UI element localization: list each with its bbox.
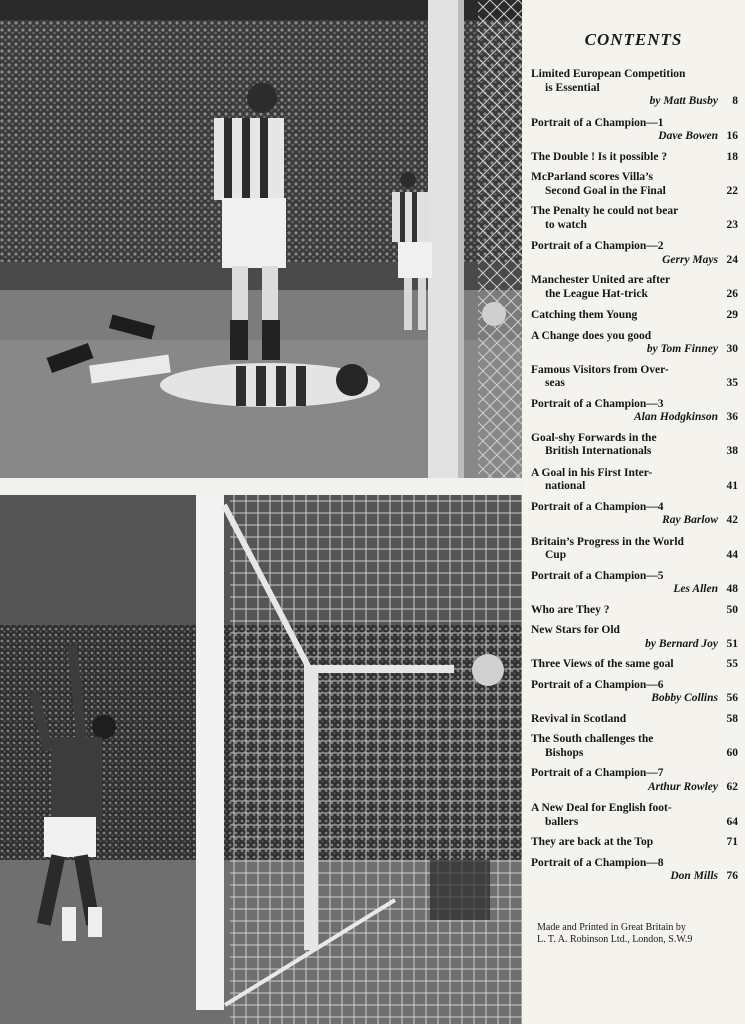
toc-entry-page-number: 42	[726, 514, 738, 526]
toc-entry-title: the League Hat-trick	[545, 287, 648, 300]
toc-entry-page-number: 22	[726, 184, 738, 197]
toc-entry-page-number: 35	[726, 377, 738, 389]
toc-entry	[531, 240, 738, 267]
toc-entry-title: Portrait of a Champion—1	[531, 116, 664, 129]
toc-entry	[531, 570, 738, 597]
toc-entry-page-number: 23	[726, 218, 738, 231]
contents-heading: CONTENTS	[584, 30, 683, 49]
toc-entry-page-number: 56	[726, 692, 738, 704]
toc-entry-page-number: 16	[726, 130, 738, 142]
printer-credit-line-1: Made and Printed in Great Britain by	[537, 922, 686, 933]
toc-entry	[531, 467, 738, 494]
toc-entry-title: Portrait of a Champion—3	[531, 397, 664, 410]
toc-entry-author: Arthur Rowley	[648, 780, 718, 793]
toc-entry	[531, 604, 738, 618]
toc-entry-title: Cup	[545, 549, 567, 561]
toc-entry	[531, 274, 738, 301]
toc-entry-title: Portrait of a Champion—7	[531, 767, 664, 779]
toc-entry-page-number: 60	[726, 746, 738, 759]
toc-entry-title: Bishops	[545, 746, 584, 759]
toc-entry-title: A Change does you good	[531, 329, 652, 342]
toc-entry	[531, 857, 738, 884]
toc-entry-page-number: 18	[726, 150, 738, 163]
toc-entry-title: ballers	[545, 815, 579, 828]
toc-entry-page-number: 29	[726, 309, 738, 321]
toc-entry	[531, 205, 738, 232]
toc-entry-title: Portrait of a Champion—6	[531, 678, 664, 691]
toc-entry	[531, 733, 738, 760]
toc-entry-title: The Double ! Is it possible ?	[531, 150, 668, 163]
toc-entry-title: Who are They ?	[531, 603, 610, 616]
top-football-photo	[0, 0, 522, 478]
toc-entry	[531, 151, 738, 165]
toc-entry-page-number: 76	[726, 870, 738, 882]
toc-entry-page-number: 50	[726, 603, 738, 616]
contents-panel	[522, 0, 745, 1024]
toc-entry	[531, 330, 738, 357]
toc-entry-title: A New Deal for English foot-	[531, 802, 672, 814]
toc-entry	[531, 713, 738, 727]
toc-entry-title: Portrait of a Champion—8	[531, 856, 664, 869]
toc-entry-page-number: 58	[726, 712, 738, 725]
toc-entry-author: Bobby Collins	[651, 692, 718, 704]
toc-entry-title: Britain’s Progress in the World	[531, 535, 684, 548]
toc-entry-title: A Goal in his First Inter-	[531, 466, 653, 479]
toc-entry-page-number: 51	[726, 637, 738, 650]
toc-entry	[531, 364, 738, 391]
toc-entry-title: McParland scores Villa’s	[531, 171, 654, 183]
toc-entry-title: national	[545, 480, 586, 492]
table-of-contents	[531, 68, 738, 884]
toc-entry-author: Ray Barlow	[662, 514, 718, 526]
toc-entry	[531, 536, 738, 563]
toc-entry	[531, 767, 738, 794]
toc-entry-author: Don Mills	[670, 870, 718, 882]
toc-entry	[531, 679, 738, 706]
toc-entry-title: Limited European Competition	[531, 68, 686, 80]
toc-entry-page-number: 55	[726, 658, 738, 670]
toc-entry-page-number: 48	[726, 583, 738, 595]
toc-entry-author: Alan Hodgkinson	[633, 411, 718, 423]
toc-entry-page-number: 64	[726, 815, 738, 828]
toc-entry-title: British Internationals	[545, 445, 652, 457]
toc-entry-title: Famous Visitors from Over-	[531, 363, 669, 376]
toc-entry-title: Portrait of a Champion—5	[531, 569, 664, 582]
toc-entry-author: Dave Bowen	[658, 130, 718, 142]
toc-entry-page-number: 8	[732, 95, 738, 107]
toc-entry-page-number: 44	[726, 549, 738, 561]
toc-entry-page-number: 62	[726, 780, 738, 793]
toc-entry-page-number: 36	[726, 411, 738, 423]
printer-credit	[537, 922, 737, 946]
toc-entry	[531, 624, 738, 651]
toc-entry	[531, 171, 738, 198]
toc-entry-page-number: 30	[726, 343, 738, 355]
toc-entry	[531, 432, 738, 459]
toc-entry-title: Portrait of a Champion—4	[531, 500, 664, 513]
toc-entry-title: New Stars for Old	[531, 624, 620, 636]
toc-entry-title: is Essential	[545, 81, 600, 94]
toc-entry-author: by Matt Busby	[649, 95, 718, 107]
toc-entry-title: Catching them Young	[531, 309, 638, 321]
bottom-football-photo	[0, 495, 524, 1024]
toc-entry-title: to watch	[545, 218, 587, 231]
toc-entry-author: Gerry Mays	[662, 253, 718, 266]
printer-credit-line-2: L. T. A. Robinson Ltd., London, S.W.9	[537, 934, 693, 945]
toc-entry-page-number: 26	[726, 287, 738, 300]
toc-entry-page-number: 38	[726, 445, 738, 457]
toc-entry-title: They are back at the Top	[531, 836, 654, 848]
toc-entry-author: by Tom Finney	[646, 343, 718, 355]
toc-entry	[531, 836, 738, 850]
toc-entry	[531, 309, 738, 323]
toc-entry	[531, 658, 738, 672]
toc-entry-title: Revival in Scotland	[531, 712, 627, 725]
toc-entry-page-number: 41	[726, 480, 738, 492]
toc-entry	[531, 117, 738, 144]
toc-entry-title: The Penalty he could not bear	[531, 205, 679, 217]
toc-entry	[531, 68, 738, 109]
toc-entry-title: Second Goal in the Final	[545, 184, 666, 197]
toc-entry-title: Three Views of the same goal	[531, 658, 674, 670]
toc-entry-title: Goal-shy Forwards in the	[531, 431, 657, 444]
toc-entry-title: The South challenges the	[531, 733, 654, 745]
toc-entry-page-number: 71	[726, 836, 738, 848]
toc-entry	[531, 501, 738, 528]
toc-entry-author: Les Allen	[673, 583, 718, 595]
toc-entry-title: seas	[545, 377, 565, 389]
toc-entry	[531, 802, 738, 829]
toc-entry-author: by Bernard Joy	[645, 637, 718, 650]
toc-entry-page-number: 24	[726, 253, 738, 266]
toc-entry-title: Manchester United are after	[531, 274, 671, 286]
toc-entry	[531, 398, 738, 425]
toc-entry-title: Portrait of a Champion—2	[531, 240, 664, 252]
